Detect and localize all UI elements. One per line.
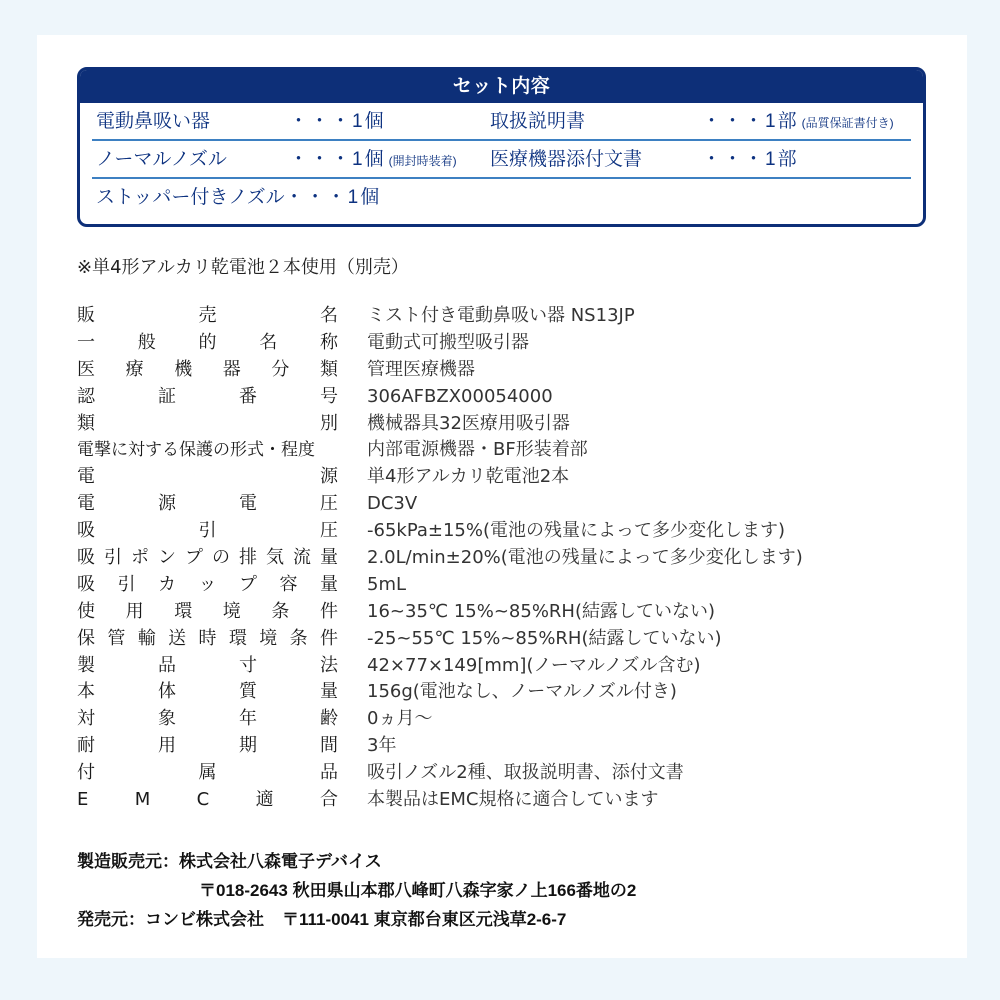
spec-label-char: 送 [168,627,187,649]
spec-label-char: 耐 [77,735,95,757]
spec-label-char: 分 [271,358,290,380]
spec-label-char: 量 [320,573,338,595]
spec-label [77,357,338,384]
spec-label-char: 環 [228,627,247,649]
spec-label-char: 容 [279,573,298,595]
spec-label [77,437,338,464]
spec-label-char: 保 [77,627,95,649]
spec-value: 5mL [367,573,407,595]
spec-label-char: 体 [158,681,176,703]
spec-label-char: 医 [77,358,95,380]
spec-label-char: 齢 [320,708,338,730]
spec-label-char: 源 [158,493,176,515]
spec-label-char: 件 [320,627,338,649]
spec-label-char: 法 [320,654,338,676]
spec-label-char: 対 [77,708,95,730]
spec-value: ミスト付き電動鼻吸い器 NS13JP [367,305,635,326]
set-item-qty [702,141,802,180]
spec-label-char: 象 [158,708,176,730]
spec-label-char: 引 [198,520,217,542]
spec-label [77,760,338,787]
spec-label-char: 販 [77,305,95,326]
spec-label-char: 製 [77,654,95,676]
spec-label-char: 寸 [239,654,257,676]
spec-label-char: 付 [77,762,95,784]
distributor-address: 〒111-0041 東京都台東区元浅草2-6-7 [282,910,567,929]
spec-label-char: 品 [158,654,176,676]
spec-label-char: 売 [198,305,217,326]
qty-note: (品質保証書付き) [801,116,894,130]
spec-sheet-card [37,35,967,958]
spec-label-char: 名 [320,305,338,326]
spec-label-char: 量 [320,681,338,703]
spec-value: 単4形アルカリ乾電池2本 [367,466,570,488]
spec-label-char: 合 [319,789,338,811]
spec-label-char: 証 [158,385,176,407]
spec-label [77,464,338,491]
spec-label-char: 境 [259,627,278,649]
spec-label [77,384,338,411]
spec-label-char: M [134,789,151,811]
spec-label-char: 属 [198,762,217,784]
spec-label-char: 環 [174,600,193,622]
spec-label-char: プ [185,547,203,569]
spec-label-char: ッ [198,573,217,595]
spec-row [77,491,937,518]
spec-table [77,303,937,814]
spec-row [77,437,937,464]
spec-label-char: カ [158,573,176,595]
spec-label [77,626,338,653]
spec-label-char: 機 [174,358,193,380]
spec-row [77,357,937,384]
spec-label [77,787,338,814]
spec-label [77,303,338,330]
spec-label [77,518,338,545]
spec-label-char: 般 [137,331,156,353]
spec-label-char: 管 [107,627,126,649]
spec-label-char: 流 [293,547,311,569]
spec-label [77,599,338,626]
manufacturer-line: 製造販売元：株式会社八森電子デバイス [77,852,382,871]
spec-label-char: 的 [198,331,217,353]
maker-info [77,847,636,934]
manufacturer-address: 〒018-2643 秋田県山本郡八峰町八森字家ノ上166番地の2 [199,881,637,900]
set-item-name: 医療機器添付文書 [490,149,643,170]
spec-label-char: 番 [239,385,257,407]
distributor-line [77,905,636,934]
spec-label-char: 称 [320,331,338,353]
qty-text: ・・・1個 [289,149,386,170]
spec-label-char: 条 [271,600,290,622]
spec-label-char: 吸 [77,547,95,569]
spec-label-char: 用 [158,735,176,757]
set-contents-box [77,67,926,227]
spec-label [77,411,338,438]
spec-label-char: 排 [239,547,257,569]
qty-text: ・・・1個 [284,187,382,208]
spec-label-char: 電撃に対する保護の形式・程度 [77,440,315,461]
set-item-name: 電動鼻吸い器 [96,111,211,132]
spec-value: 3年 [367,735,397,757]
spec-label-char: 量 [320,547,338,569]
spec-row [77,464,937,491]
spec-value: 電動式可搬型吸引器 [367,331,529,353]
spec-label [77,706,338,733]
spec-label-char: の [212,547,230,569]
spec-label-char: 引 [117,573,136,595]
qty-text: ・・・1個 [289,111,386,132]
spec-label-char: ポ [131,547,149,569]
spec-value: 機械器具32医療用吸引器 [367,412,570,434]
spec-row [77,303,937,330]
spec-value: 2.0L/min±20%(電池の残量によって多少変化します) [367,547,803,569]
spec-label-char: 期 [239,735,257,757]
set-item-name: 取扱説明書 [490,111,586,132]
spec-label [77,572,338,599]
battery-note: ※単4形アルカリ乾電池２本使用（別売） [77,257,409,278]
set-contents-row [92,103,911,141]
spec-row [77,518,937,545]
spec-value: 管理医療機器 [367,358,475,380]
spec-value: 16~35℃ 15%~85%RH(結露していない) [367,600,716,622]
spec-value: 306AFBZX00054000 [367,385,553,407]
set-item-name [96,179,381,217]
spec-label-char: 条 [289,627,308,649]
spec-label-char: 源 [320,466,338,488]
spec-label-char: 吸 [77,520,95,542]
spec-label-char: 号 [320,385,338,407]
set-item-qty [289,141,457,180]
spec-row [77,384,937,411]
spec-row [77,787,937,814]
spec-row [77,760,937,787]
spec-label-char: 一 [77,331,95,353]
spec-label-char: 別 [320,412,338,434]
qty-text: ・・・1部 [702,149,799,170]
spec-label-char: 療 [125,358,144,380]
spec-label-char: 気 [266,547,284,569]
spec-row [77,706,937,733]
spec-label-char: 認 [77,385,95,407]
spec-label-char: 使 [77,600,95,622]
spec-label [77,330,338,357]
spec-row [77,626,937,653]
qty-note: (開封時装着) [388,154,457,168]
spec-label-char: 件 [319,600,338,622]
spec-row [77,679,937,706]
spec-row [77,733,937,760]
spec-label-char: 圧 [320,520,338,542]
qty-text: ・・・1部 [702,111,799,132]
spec-label-char: 圧 [320,493,338,515]
spec-label-char: 時 [198,627,217,649]
spec-label-char: 吸 [77,573,95,595]
spec-value: 42×77×149[mm](ノーマルノズル含む) [367,654,701,676]
set-contents-row [92,179,911,217]
spec-label [77,653,338,680]
spec-label-char: 年 [239,708,257,730]
spec-value: -65kPa±15%(電池の残量によって多少変化します) [367,520,786,542]
set-contents-title: セット内容 [80,70,923,103]
set-item-name: ノーマルノズル [96,149,227,170]
spec-label-char: 電 [239,493,257,515]
spec-label-char: 境 [222,600,241,622]
spec-value: 156g(電池なし、ノーマルノズル付き) [367,681,677,703]
spec-label-char: 器 [222,358,241,380]
spec-label-char: C [196,789,210,811]
spec-row [77,411,937,438]
set-item-qty [702,103,894,142]
spec-label-char: プ [239,573,257,595]
spec-row [77,572,937,599]
spec-value: 0ヵ月～ [367,708,433,730]
spec-label-char: 類 [77,412,95,434]
spec-label-char: 間 [320,735,338,757]
set-contents-row [92,141,911,179]
spec-label-char: ン [158,547,176,569]
distributor-name: 発売元：コンビ株式会社 [77,910,264,929]
spec-label-char: 輸 [137,627,156,649]
spec-label-char: 電 [77,466,95,488]
spec-value: 吸引ノズル2種、取扱説明書、添付文書 [367,762,684,784]
spec-row [77,653,937,680]
spec-value: DC3V [367,493,418,515]
spec-label-char: 品 [320,762,338,784]
spec-value: -25~55℃ 15%~85%RH(結露していない) [367,627,722,649]
spec-label-char: 電 [77,493,95,515]
spec-label-char: 用 [125,600,144,622]
spec-row [77,599,937,626]
spec-label-char: 本 [77,681,95,703]
spec-row [77,545,937,572]
item-text: ストッパー付きノズル [96,187,285,208]
spec-label [77,491,338,518]
spec-label-char: E [77,789,89,811]
spec-label-char: 適 [255,789,274,811]
spec-row [77,330,937,357]
spec-label-char: 引 [104,547,122,569]
spec-label-char: 類 [319,358,338,380]
spec-label [77,733,338,760]
spec-label-char: 名 [259,331,278,353]
spec-label-char: 質 [239,681,257,703]
spec-value: 内部電源機器・BF形装着部 [367,439,588,461]
spec-value: 本製品はEMC規格に適合しています [367,789,659,811]
set-item-qty [289,103,389,142]
spec-label [77,545,338,572]
spec-label [77,679,338,706]
